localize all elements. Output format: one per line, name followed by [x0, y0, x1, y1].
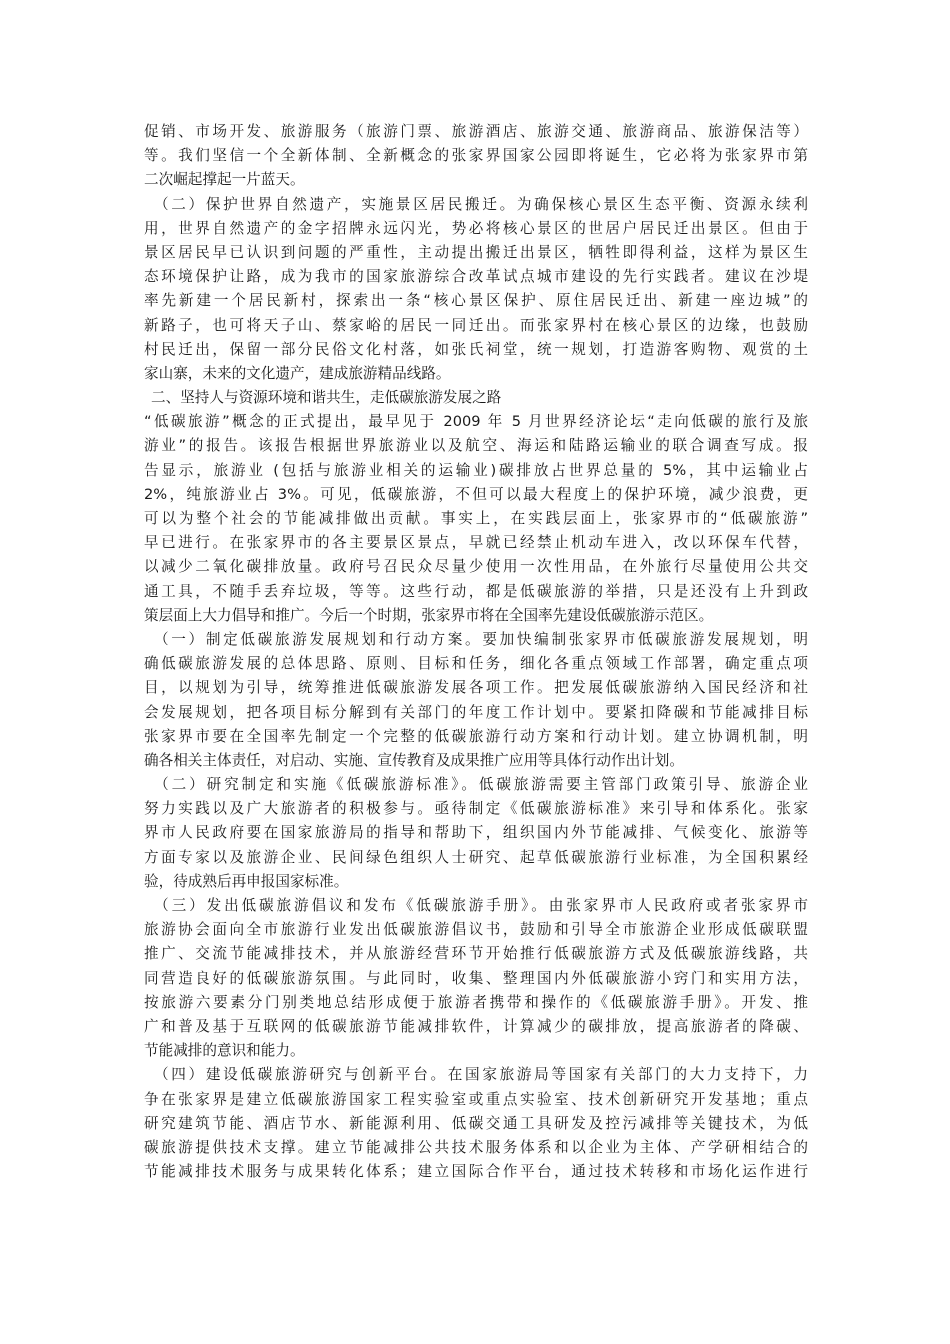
section-heading: 二、坚持人与资源环境和谐共生，走低碳旅游发展之路	[151, 389, 502, 407]
text-line: 策层面上大力倡导和推广。今后一个时期，张家界市将在全国率先建设低碳旅游示范区。	[144, 606, 714, 624]
text-line: （二）研究制定和实施《低碳旅游标准》。低碳旅游需要主管部门政策引导、旅游企业	[144, 776, 808, 794]
text-line: 家山寨，未来的文化遗产，建成旅游精品线路。	[144, 364, 451, 382]
paragraph-standard	[144, 773, 808, 894]
text-line: 研究建筑节能、酒店节水、新能源利用、低碳交通工具研发及控污减排等关键技术，为低	[144, 1114, 808, 1132]
text-line: 节能减排技术服务与成果转化体系；建立国际合作平台，通过技术转移和市场化运作进行	[144, 1163, 808, 1181]
text-line: 界市人民政府要在国家旅游局的指导和帮助下，组织国内外节能减排、气候变化、旅游等	[144, 824, 808, 842]
text-line: 通工具，不随手丢弃垃圾，等等。这些行动，都是低碳旅游的举措，只是还没有上升到政	[144, 582, 808, 600]
text-line: （一）制定低碳旅游发展规划和行动方案。要加快编制张家界市低碳旅游发展规划，明	[144, 630, 808, 648]
paragraph-protect-heritage	[144, 193, 808, 387]
text-line: 争在张家界是建立低碳旅游国家工程实验室或重点实验室、技术创新研究开发基地；重点	[144, 1090, 808, 1108]
text-line: 节能减排的意识和能力。	[144, 1042, 305, 1060]
text-line: 二次崛起撑起一片蓝天。	[144, 171, 305, 189]
text-line: （四）建设低碳旅游研究与创新平台。在国家旅游局等国家有关部门的大力支持下，力	[144, 1066, 808, 1084]
text-line: 努力实践以及广大旅游者的积极参与。亟待制定《低碳旅游标准》来引导和体系化。张家	[144, 800, 808, 818]
text-line: 同营造良好的低碳旅游氛围。与此同时，收集、整理国内外低碳旅游小窍门和实用方法，	[144, 969, 808, 987]
text-line: 率先新建一个居民新村，探索出一条“核心景区保护、原住居民迁出、新建一座边城”的	[144, 292, 808, 310]
text-line: 以减少二氧化碳排放量。政府号召民众尽量少使用一次性用品，在外旅行尽量使用公共交	[144, 558, 808, 576]
text-line: 确各相关主体责任，对启动、实施、宣传教育及成果推广应用等具体行动作出计划。	[144, 751, 684, 769]
text-line: 按旅游六要素分门别类地总结形成便于旅游者携带和操作的《低碳旅游手册》。开发、推	[144, 993, 808, 1011]
text-line: 推广、交流节能减排技术，并从旅游经营环节开始推行低碳旅游方式及低碳旅游线路，共	[144, 945, 808, 963]
text-line: 告显示，旅游业 (包括与旅游业相关的运输业)碳排放占世界总量的 5%，其中运输业占	[144, 461, 808, 479]
text-line: 游业”的报告。该报告根据世界旅游业以及航空、海运和陆路运输业的联合调查写成。报	[144, 437, 808, 455]
paragraph-intro-continued	[144, 120, 808, 193]
text-line: 方面专家以及旅游企业、民间绿色组织人士研究、起草低碳旅游行业标准，为全国积累经	[144, 848, 808, 866]
text-line: 态环境保护让路，成为我市的国家旅游综合改革试点城市建设的先行实践者。建议在沙堤	[144, 268, 808, 286]
text-line: （三）发出低碳旅游倡议和发布《低碳旅游手册》。由张家界市人民政府或者张家界市	[144, 897, 808, 914]
text-line: 确低碳旅游发展的总体思路、原则、目标和任务，细化各重点领域工作部署，确定重点项	[144, 655, 808, 673]
text-line: 验，待成熟后再申报国家标准。	[144, 872, 349, 890]
text-line: 会发展规划，把各项目标分解到有关部门的年度工作计划中。要紧扣降碳和节能减排目标	[144, 703, 808, 721]
section-heading-two	[144, 386, 808, 410]
document-page	[144, 120, 808, 1184]
text-line: 景区居民早已认识到问题的严重性，主动提出搬迁出景区，牺牲即得利益，这样为景区生	[144, 243, 808, 261]
paragraph-plan	[144, 628, 808, 773]
text-line: 广和普及基于互联网的低碳旅游节能减排软件，计算减少的碳排放，提高旅游者的降碳、	[144, 1017, 808, 1035]
text-line: 可以为整个社会的节能减排做出贡献。事实上，在实践层面上，张家界市的“低碳旅游”	[144, 510, 808, 527]
paragraph-platform	[144, 1063, 808, 1184]
text-line: 旅游协会面向全市旅游行业发出低碳旅游倡议书，鼓励和引导全市旅游企业形成低碳联盟	[144, 921, 808, 939]
text-line: 新路子，也可将天子山、蔡家峪的居民一同迁出。而张家界村在核心景区的边缘，也鼓励	[144, 316, 808, 334]
text-line: 2%，纯旅游业占 3%。可见，低碳旅游，不但可以最大程度上的保护环境，减少浪费，更	[144, 485, 808, 503]
text-line: 早已进行。在张家界市的各主要景区景点，早就已经禁止机动车进入，改以环保车代替，	[144, 534, 808, 552]
text-line: （二）保护世界自然遗产，实施景区居民搬迁。为确保核心景区生态平衡、资源永续利	[144, 195, 808, 213]
text-line: 促销、市场开发、旅游服务（旅游门票、旅游酒店、旅游交通、旅游商品、旅游保洁等）	[144, 123, 808, 140]
text-line: “低碳旅游”概念的正式提出，最早见于 2009 年 5 月世界经济论坛“走向低碳的旅行及旅	[144, 413, 808, 431]
text-line: 目，以规划为引导，统筹推进低碳旅游发展各项工作。把发展低碳旅游纳入国民经济和社	[144, 679, 808, 697]
text-line: 等。我们坚信一个全新体制、全新概念的张家界国家公园即将诞生，它必将为张家界市第	[144, 147, 808, 165]
text-line: 碳旅游提供技术支撑。建立节能减排公共技术服务体系和以企业为主体、产学研相结合的	[144, 1138, 808, 1156]
text-line: 用，世界自然遗产的金字招牌永远闪光，势必将核心景区的世居户居民迁出景区。但由于	[144, 219, 808, 237]
paragraph-low-carbon-intro	[144, 410, 808, 628]
paragraph-handbook	[144, 894, 808, 1063]
text-line: 村民迁出，保留一部分民俗文化村落，如张氏祠堂，统一规划，打造游客购物、观赏的土	[144, 340, 808, 358]
text-line: 张家界市要在全国率先制定一个完整的低碳旅游行动方案和行动计划。建立协调机制，明	[144, 727, 808, 745]
